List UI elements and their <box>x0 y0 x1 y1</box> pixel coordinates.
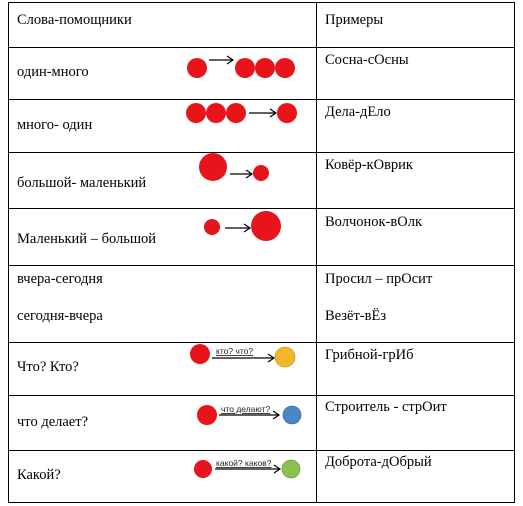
row-label: большой- маленький <box>17 175 147 191</box>
row-label: вчера-сегодня <box>17 271 103 287</box>
dot-icon <box>194 460 212 478</box>
dot-icon <box>282 460 300 478</box>
row-label: что делает? <box>17 414 89 430</box>
table-row <box>9 343 515 396</box>
dot-icon <box>199 153 227 181</box>
question-arrow-diagram <box>187 343 307 371</box>
row-label-second: сегодня-вчера <box>17 308 103 324</box>
header-row <box>9 3 515 48</box>
dot-icon <box>251 211 281 241</box>
header-cell-helpers <box>9 3 317 48</box>
row-example: Просил – прОсит <box>325 271 433 287</box>
table-row <box>9 209 515 266</box>
row-example: Сосна-сОсны <box>325 52 409 68</box>
table-row <box>9 396 515 451</box>
arrow-label: какой? каков? <box>216 458 272 468</box>
row-example: Волчонок-вОлк <box>325 214 422 230</box>
dot-icon <box>275 347 295 367</box>
table-row <box>9 100 515 153</box>
question-arrow-diagram <box>194 400 309 430</box>
dot-icon <box>187 58 207 78</box>
dot-icon <box>204 219 220 235</box>
dot-icon <box>255 58 275 78</box>
row-label: Маленький – большой <box>17 231 157 247</box>
header-examples: Примеры <box>325 12 384 28</box>
table-row <box>9 153 515 209</box>
header-helpers: Слова-помощники <box>17 12 132 28</box>
dot-icon <box>253 165 269 181</box>
table-row <box>9 48 515 100</box>
question-arrow-diagram <box>191 454 311 484</box>
dot-icon <box>226 103 246 123</box>
dot-icon <box>197 405 217 425</box>
dot-icon <box>283 406 301 424</box>
arrow-label: кто? что? <box>216 346 254 356</box>
row-example: Дела-дЕло <box>325 104 391 120</box>
dot-icon <box>277 103 297 123</box>
dot-icon <box>275 58 295 78</box>
row-label: один-много <box>17 64 89 80</box>
many-to-one-diagram <box>181 100 301 126</box>
table-row <box>9 451 515 503</box>
row-example: Строитель - стрОит <box>325 399 447 415</box>
row-example: Ковёр-кОврик <box>325 157 413 173</box>
dot-icon <box>186 103 206 123</box>
row-example-second: Везёт-вЁз <box>325 308 387 324</box>
row-label: Что? Кто? <box>17 359 79 375</box>
dot-icon <box>190 344 210 364</box>
dot-icon <box>206 103 226 123</box>
dot-icon <box>235 58 255 78</box>
row-label: много- один <box>17 117 93 133</box>
one-to-many-diagram <box>184 53 299 83</box>
row-example: Доброта-дОбрый <box>325 454 432 470</box>
row-label: Какой? <box>17 467 61 483</box>
arrow-label: что делают? <box>221 404 271 414</box>
small-to-big-diagram <box>194 209 289 245</box>
big-to-small-diagram <box>193 153 283 185</box>
header-cell-examples <box>317 3 515 48</box>
table-row <box>9 266 515 343</box>
row-example: Грибной-грИб <box>325 347 414 363</box>
word-helpers-table <box>8 2 515 503</box>
